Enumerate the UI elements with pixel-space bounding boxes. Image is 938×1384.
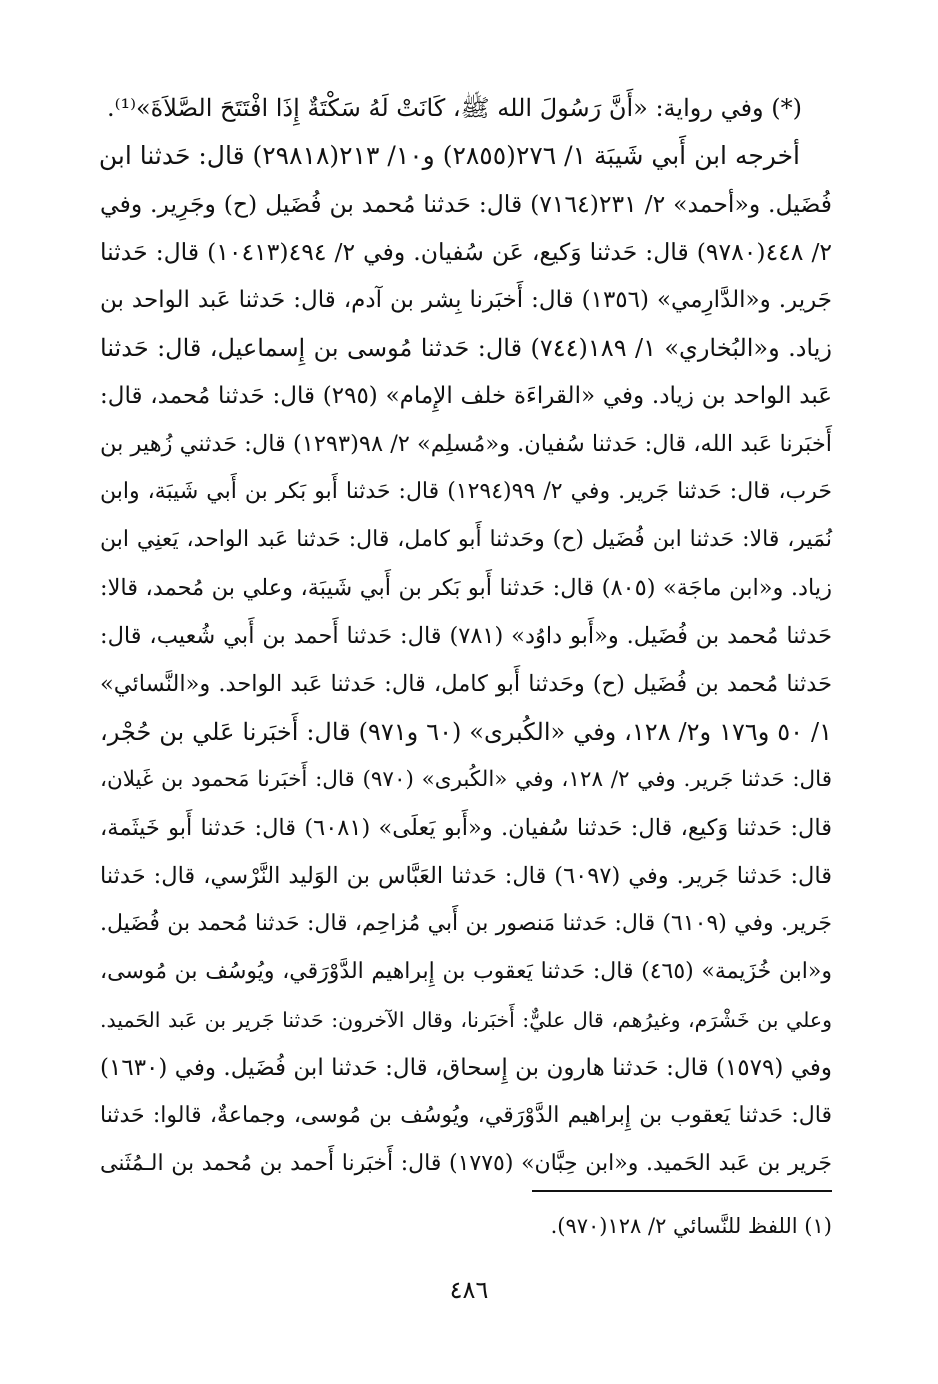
takhrij-line: زياد. و«ابن ماجَة» (٨٠٥) قال: حَدثنا أَبو بَكر بن أَبي شَيبَة، وعلي بن مُحمد، قالا: bbox=[100, 575, 832, 601]
takhrij-line: أَخبَرنا عَبد الله، قال: حَدثنا سُفيان. و«مُسلِم» ٢/ ٩٨(١٢٩٣) قال: حَدثني زُهير بن bbox=[99, 431, 832, 457]
takhrij-line: جَرير بن عَبد الحَميد. و«ابن حِبَّان» (١٧٧٥) قال: أَخبَرنا أَحمد بن مُحمد بن الـمُثَنى bbox=[100, 1151, 833, 1176]
takhrij-line: و«ابن خُزَيمة» (٤٦٥) قال: حَدثنا يَعقوب بن إِبراهيم الدَّوْرَقي، ويُوسُف بن مُوسى، bbox=[100, 959, 832, 984]
narration-line: (*) وفي رواية: «أَنَّ رَسُولَ الله ﷺ، كَانَتْ لَهُ سَكْتَةٌ إِذَا افْتَتَحَ الصَّلاَةَ»⁽¹⁾. bbox=[106, 94, 802, 122]
page-body bbox=[100, 84, 832, 1188]
takhrij-line: قال: حَدثنا يَعقوب بن إِبراهيم الدَّوْرَقي، ويُوسُف بن مُوسى، وجماعةٌ، قالوا: حَدثنا bbox=[100, 1103, 832, 1128]
takhrij-line: حَرب، قال: حَدثنا جَرير. وفي ٢/ ٩٩(١٢٩٤) قال: حَدثنا أَبو بَكر بن أَبي شَيبَة، وابن bbox=[100, 479, 832, 504]
takhrij-line: حَدثنا مُحمد بن فُضَيل (ح) وحَدثنا أَبو كامل، قال: حَدثنا عَبد الواحد. و«النَّسائي» bbox=[100, 671, 832, 697]
takhrij-line: قال: حَدثنا جَرير. وفي (٦٠٩٧) قال: حَدثنا العَبَّاس بن الوَليد النَّرْسي، قال: حَدثنا bbox=[100, 863, 832, 889]
takhrij-line: جَرير. وفي (٦١٠٩) قال: حَدثنا مَنصور بن أَبي مُزاحِم، قال: حَدثنا مُحمد بن فُضَيل. bbox=[100, 911, 832, 936]
takhrij-line: جَرير. و«الدَّارِمي» (١٣٥٦) قال: أَخبَرنا بِشر بن آدم، قال: حَدثنا عَبد الواحد بن bbox=[100, 287, 833, 313]
takhrij-line: زياد. و«البُخاري» ١/ ١٨٩(٧٤٤) قال: حَدثنا مُوسى بن إِسماعيل، قال: حَدثنا bbox=[100, 334, 833, 362]
takhrij-line: وفي (١٥٧٩) قال: حَدثنا هارون بن إِسحاق، قال: حَدثنا ابن فُضَيل. وفي (١٦٣٠) bbox=[100, 1055, 832, 1081]
takhrij-line: قال: حَدثنا وَكيع، قال: حَدثنا سُفيان. و«أَبو يَعلَى» (٦٠٨١) قال: حَدثنا أَبو خَيثَمة، bbox=[100, 815, 832, 841]
footnote: (١) اللفظ للنَّسائي ٢/ ١٢٨(٩٧٠). bbox=[550, 1214, 832, 1238]
takhrij-line: ٢/ ٤٤٨(٩٧٨٠) قال: حَدثنا وَكيع، عَن سُفيان. وفي ٢/ ٤٩٤(١٠٤١٣) قال: حَدثنا bbox=[100, 238, 833, 266]
takhrij-line: حَدثنا مُحمد بن فُضَيل. و«أَبو داوُد» (٧٨١) قال: حَدثنا أَحمد بن أَبي شُعيب، قال: bbox=[100, 623, 832, 649]
takhrij-line: ١/ ٥٠ و١٧٦ و٢/ ١٢٨، وفي «الكُبرى» (٦٠ و٩٧١) قال: أَخبَرنا عَلي بن حُجْر، bbox=[100, 718, 832, 746]
takhrij-line: نُمَير، قالا: حَدثنا ابن فُضَيل (ح) وحَدثنا أَبو كامل، قال: حَدثنا عَبد الواحد، يَعنِي ابن bbox=[100, 527, 832, 552]
takhrij-line: عَبد الواحد بن زياد. وفي «القراءَة خلف الإِمام» (٢٩٥) قال: حَدثنا مُحمد، قال: bbox=[100, 383, 833, 409]
takhrij-line: قال: حَدثنا جَرير. وفي ٢/ ١٢٨، وفي «الكُبرى» (٩٧٠) قال: أَخبَرنا مَحمود بن غَيلان، bbox=[100, 767, 833, 792]
takhrij-line: وعلي بن خَشْرَم، وغيرُهم، قال عليٌّ: أَخبَرنا، وقال الآخرون: حَدثنا جَرير بن عَبد الحَميد. bbox=[100, 1008, 832, 1032]
page-number: ٤٨٦ bbox=[449, 1276, 489, 1304]
takhrij-line: أخرجه ابن أَبي شَيبَة ١/ ٢٧٦(٢٨٥٥) و١٠/ ٢١٣(٢٩٨١٨) قال: حَدثنا ابن bbox=[98, 141, 800, 170]
footnote-divider bbox=[532, 1190, 832, 1192]
takhrij-line: فُضَيل. و«أحمد» ٢/ ٢٣١(٧١٦٤) قال: حَدثنا مُحمد بن فُضَيل (ح) وجَرِير. وفي bbox=[100, 190, 833, 218]
